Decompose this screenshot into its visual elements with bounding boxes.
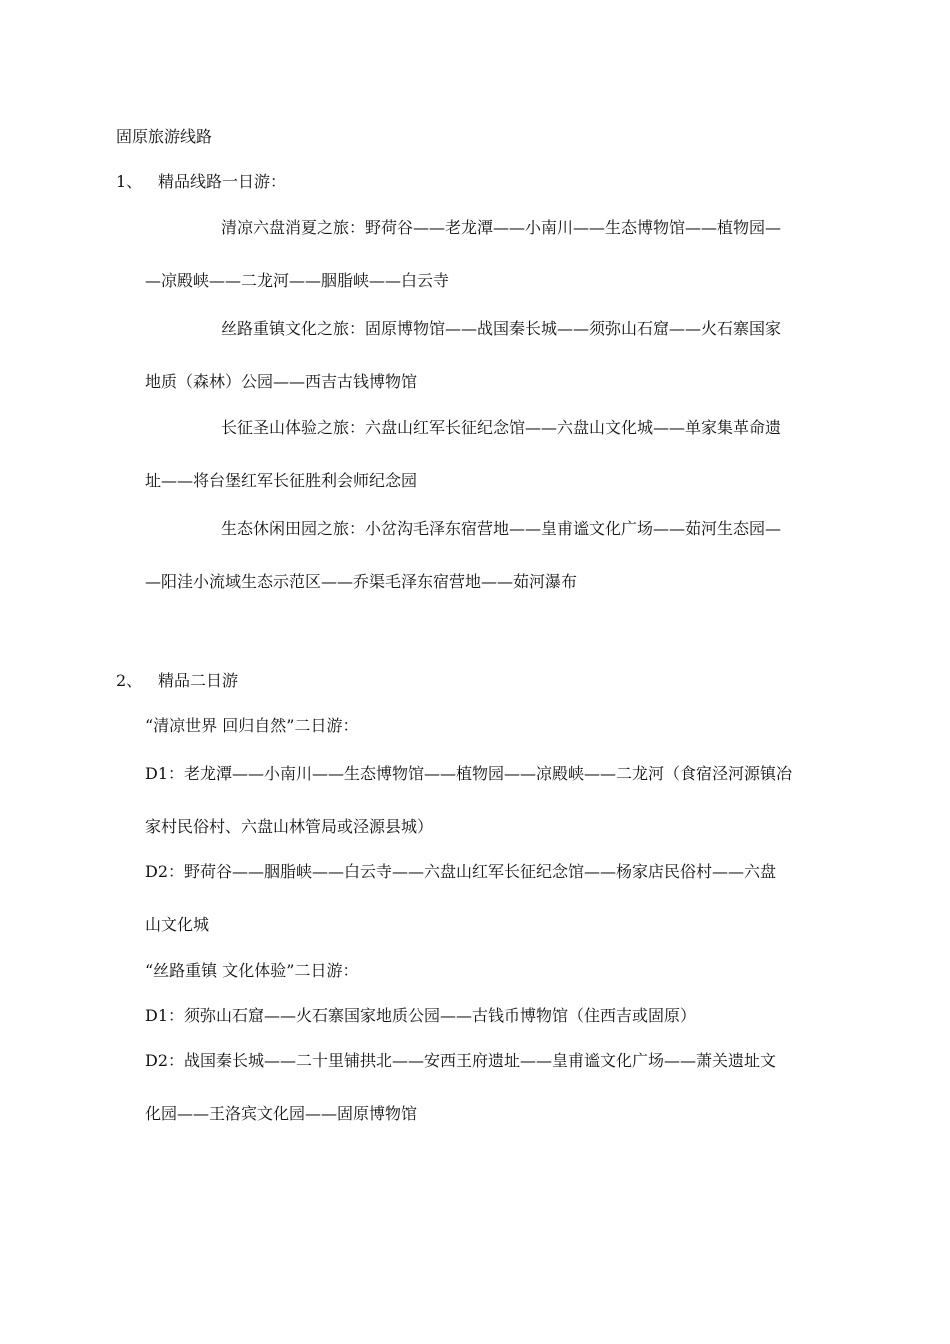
section-2-heading: 精品二日游: [158, 671, 239, 690]
tour-1-day-2-line-2: 山文化城: [145, 915, 210, 934]
route-4-line-2: —阳洼小流域生态示范区——乔渠毛泽东宿营地——茹河瀑布: [145, 572, 578, 591]
route-1-line-2: —凉殿峡——二龙河——胭脂峡——白云寺: [145, 271, 450, 290]
route-4-line-1: 生态休闲田园之旅：小岔沟毛泽东宿营地——皇甫谧文化广场——茹河生态园—: [221, 519, 782, 538]
tour-1-title: “清凉世界 回归自然”二日游：: [145, 716, 359, 735]
tour-2-day-1-line-1: D1：须弥山石窟——火石寨国家地质公园——古钱币博物馆（住西吉或固原）: [145, 1006, 697, 1025]
document-title: 固原旅游线路: [116, 127, 213, 146]
section-1-heading: 精品线路一日游：: [158, 172, 287, 191]
tour-2-day-2-line-1: D2：战国秦长城——二十里铺拱北——安西王府遗址——皇甫谧文化广场——萧关遗址文: [145, 1051, 777, 1070]
tour-1-day-2-line-1: D2：野荷谷——胭脂峡——白云寺——六盘山红军长征纪念馆——杨家店民俗村——六盘: [145, 862, 777, 881]
tour-1-day-1-line-2: 家村民俗村、六盘山林管局或泾源县城）: [145, 817, 434, 836]
tour-1-day-1-line-1: D1：老龙潭——小南川——生态博物馆——植物园——凉殿峡——二龙河（食宿泾河源镇冶: [145, 764, 793, 783]
route-2-line-2: 地质（森林）公园——西吉古钱博物馆: [145, 372, 418, 391]
route-3-line-2: 址——将台堡红军长征胜利会师纪念园: [145, 471, 418, 490]
tour-2-title: “丝路重镇 文化体验”二日游：: [145, 961, 359, 980]
section-1-number: 1、: [116, 172, 143, 191]
route-2-line-1: 丝路重镇文化之旅：固原博物馆——战国秦长城——须弥山石窟——火石寨国家: [221, 319, 782, 338]
section-2-number: 2、: [116, 671, 143, 690]
route-3-line-1: 长征圣山体验之旅：六盘山红军长征纪念馆——六盘山文化城——单家集革命遗: [221, 418, 782, 437]
route-1-line-1: 清凉六盘消夏之旅：野荷谷——老龙潭——小南川——生态博物馆——植物园—: [221, 218, 782, 237]
tour-2-day-2-line-2: 化园——王洛宾文化园——固原博物馆: [145, 1104, 418, 1123]
